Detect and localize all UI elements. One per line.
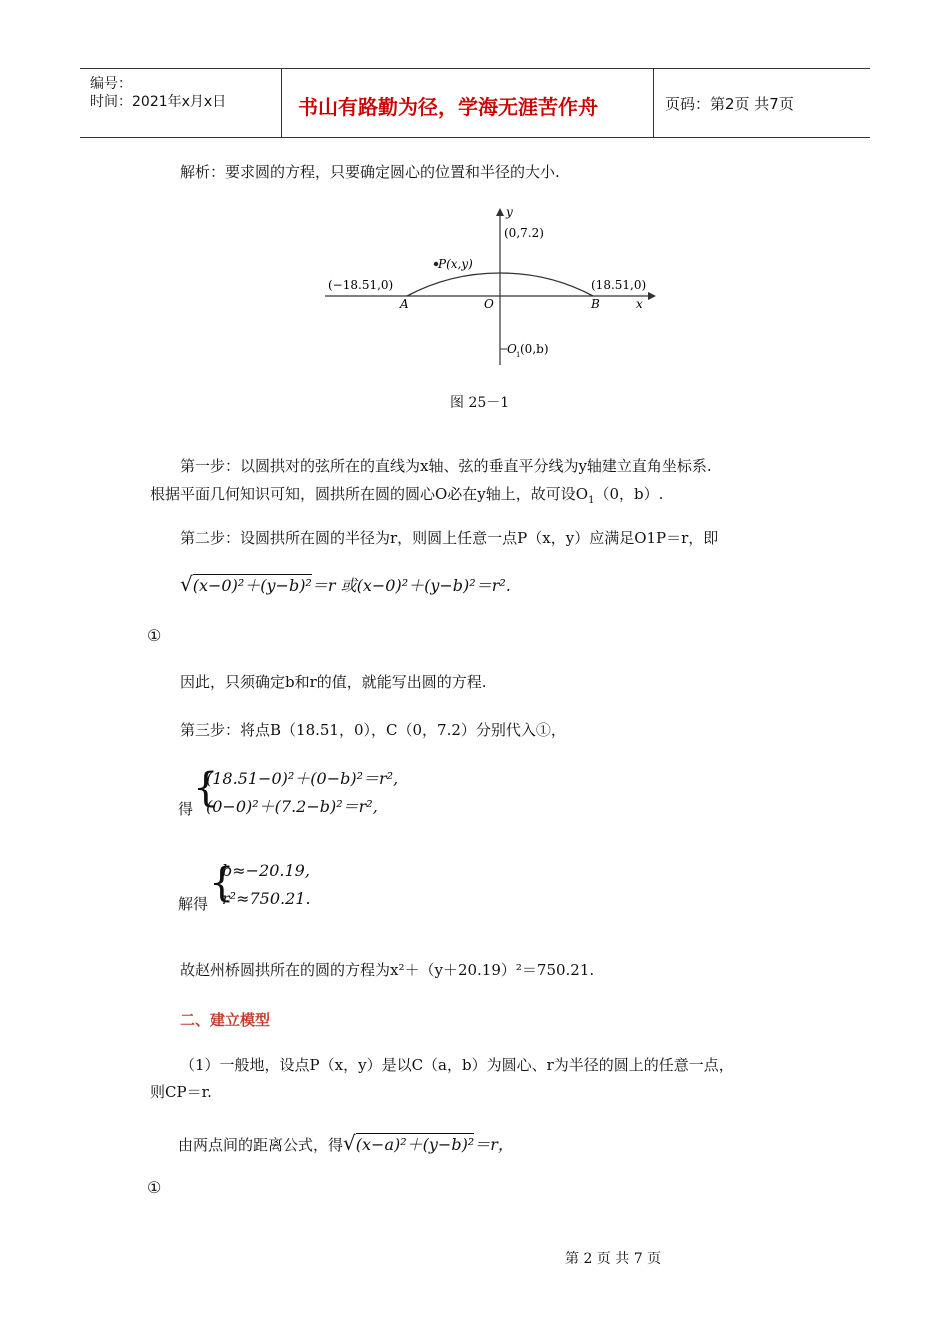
sqrt-sign-icon: √ bbox=[180, 572, 193, 596]
x-axis-arrow-icon bbox=[648, 292, 656, 300]
step1-line1: 第一步：以圆拱对的弦所在的直线为x轴、弦的垂直平分线为y轴建立直角坐标系. bbox=[180, 457, 712, 475]
distance-sqrt-body: (x−a)²＋(y−b)² bbox=[355, 1135, 475, 1154]
step2-text: 第二步：设圆拱所在圆的半径为r，则圆上任意一点P（x，y）应满足O1P＝r，即 bbox=[180, 529, 719, 547]
left-coord-label: (−18.51,0) bbox=[328, 278, 394, 292]
header-page-info: 页码：第2页 共7页 bbox=[665, 95, 794, 113]
center-label: O bbox=[507, 342, 517, 356]
y-axis-arrow-icon bbox=[496, 208, 504, 216]
system2-eq2: r²≈750.21. bbox=[222, 889, 311, 908]
header-time: 时间：2021年x月x日 bbox=[90, 94, 227, 110]
step1-line2-tail: （0，b）. bbox=[594, 485, 664, 503]
sqrt-sign-icon-2: √ bbox=[343, 1131, 356, 1155]
top-point-label: (0,7.2) bbox=[504, 226, 544, 240]
header-divider-left bbox=[281, 69, 282, 137]
y-axis-label: y bbox=[506, 205, 513, 219]
system2-brace: { bbox=[209, 860, 235, 906]
point-b-label: B bbox=[591, 297, 600, 311]
step1-line2-text: 根据平面几何知识可知，圆拱所在圆的圆心O必在y轴上，故可设O bbox=[150, 485, 589, 503]
center-subscript: 1 bbox=[516, 351, 521, 359]
system2-eq1: b≈−20.19, bbox=[222, 861, 310, 880]
distance-formula-marker: ① bbox=[147, 1178, 162, 1197]
system1-eq1: (18.51−0)²＋(0−b)²＝r², bbox=[206, 769, 399, 788]
distance-formula-tail: ＝r， bbox=[474, 1135, 514, 1154]
header-table bbox=[80, 68, 870, 138]
center-coord-label: (0,b) bbox=[520, 342, 549, 356]
distance-formula-prefix: 由两点间的距离公式，得 bbox=[178, 1136, 344, 1154]
model-line1: （1）一般地，设点P（x，y）是以C（a，b）为圆心、r为半径的圆上的任意一点， bbox=[180, 1056, 734, 1074]
formula-rest: ＝r 或(x−0)²＋(y−b)²＝r². bbox=[311, 576, 511, 595]
origin-label: O bbox=[484, 297, 494, 311]
arch-coordinate-figure bbox=[320, 200, 670, 375]
step3-text: 第三步：将点B（18.51，0），C（0，7.2）分别代入①， bbox=[180, 721, 566, 739]
point-a-label: A bbox=[400, 297, 409, 311]
sqrt-body: (x−0)²＋(y−b)² bbox=[192, 576, 312, 595]
x-axis-label: x bbox=[636, 297, 643, 311]
therefore-text: 因此，只须确定b和r的值，就能写出圆的方程. bbox=[180, 673, 487, 691]
step1-line2 bbox=[150, 480, 810, 515]
distance-formula-line bbox=[178, 1131, 514, 1155]
model-line2: 则CP＝r. bbox=[150, 1083, 212, 1101]
figure-caption: 图 25－1 bbox=[450, 395, 510, 411]
circle-formula bbox=[180, 572, 511, 596]
system1-brace: { bbox=[193, 765, 219, 811]
page-footer: 第 2 页 共 7 页 bbox=[565, 1251, 662, 1267]
header-divider-right bbox=[653, 69, 654, 137]
header-motto: 书山有路勤为径，学海无涯苦作舟 bbox=[298, 95, 598, 119]
analysis-text: 解析：要求圆的方程，只要确定圆心的位置和半径的大小. bbox=[180, 163, 560, 181]
point-p-label: P(x,y) bbox=[438, 257, 473, 271]
right-coord-label: (18.51,0) bbox=[591, 278, 647, 292]
conclusion-text: 故赵州桥圆拱所在的圆的方程为x²＋（y＋20.19）²＝750.21. bbox=[180, 961, 595, 979]
section2-title: 二、建立模型 bbox=[180, 1011, 271, 1029]
system1-eq2: (0−0)²＋(7.2−b)²＝r², bbox=[206, 797, 378, 816]
step1-subscript: 1 bbox=[588, 495, 595, 506]
system2-prefix: 解得 bbox=[178, 895, 209, 913]
formula-marker: ① bbox=[147, 626, 162, 645]
header-number-label: 编号： bbox=[90, 76, 132, 92]
system1-prefix: 得 bbox=[178, 800, 194, 818]
